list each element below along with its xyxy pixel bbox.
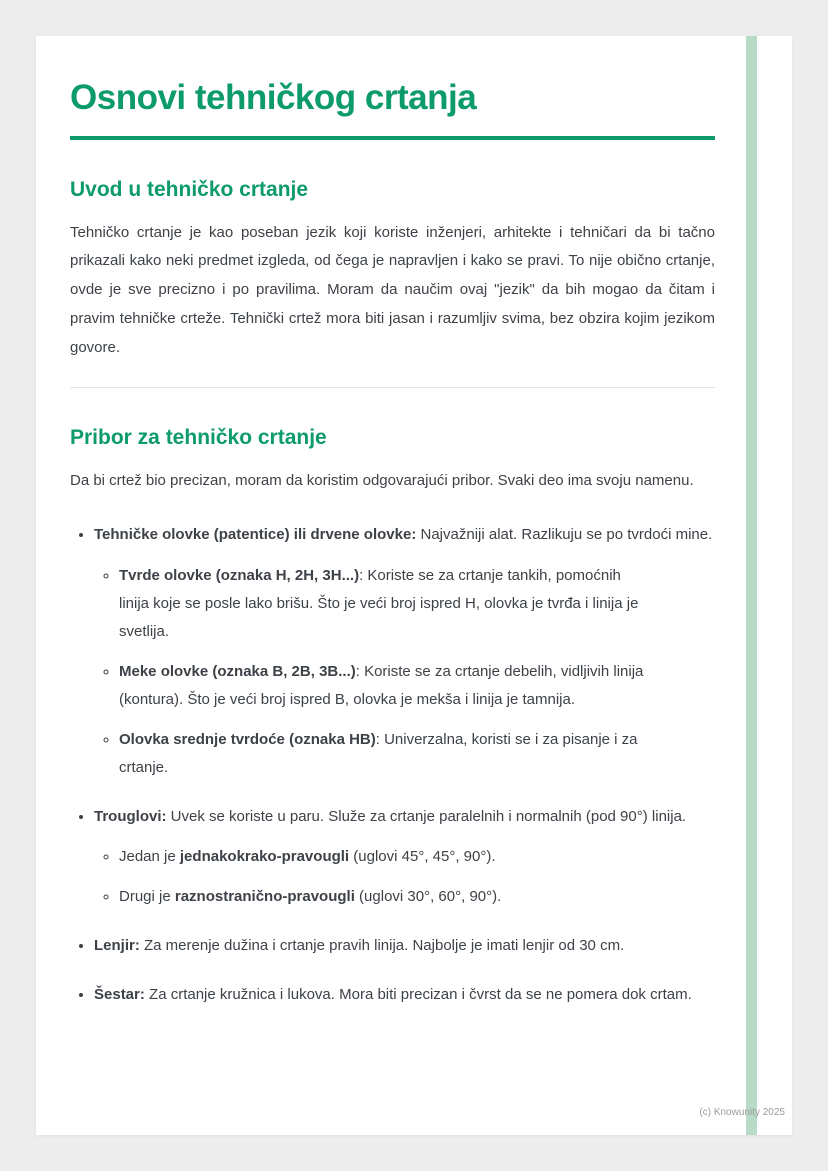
sub-item-isosceles-triangle [119, 843, 648, 871]
tool-item-compass [94, 981, 715, 1009]
sub-item-scalene-pre: Drugi je [119, 888, 175, 906]
tool-item-compass-bold: Šestar: [94, 986, 145, 1004]
section-divider [70, 387, 715, 388]
document-page [36, 36, 792, 1135]
sub-item-soft-pencils-bold: Meke olovke (oznaka B, 2B, 3B...) [119, 663, 356, 681]
sub-item-soft-pencils-text: : Koriste se za crtanje debelih, vidljivih linija (kontura). Što je veći broj ispred B, olovka je mekša i linija je tamnija. [119, 663, 644, 708]
sub-item-soft-pencils [119, 658, 648, 714]
tool-item-triangles-bold: Trouglovi: [94, 807, 167, 825]
triangles-sub-list [94, 843, 648, 911]
sub-item-hb-pencil-text: : Univerzalna, koristi se i za pisanje i za crtanje. [119, 730, 638, 776]
sub-item-scalene-triangle [119, 883, 648, 911]
sub-item-hb-pencil [119, 726, 648, 782]
sub-item-scalene-bold: raznostranično-pravougli [174, 888, 355, 906]
tool-item-ruler-text: Za merenje dužina i crtanje pravih linija. Najbolje je imati lenjir od 30 cm. [139, 937, 625, 955]
tools-list [70, 521, 715, 1009]
pencils-sub-list [94, 562, 648, 781]
section-heading-intro: Uvod u tehničko crtanje [70, 178, 309, 202]
tools-paragraph: Da bi crtež bio precizan, moram da koristim odgovarajući pribor. Svaki deo ima svoju namenu. [70, 471, 694, 489]
tool-item-ruler-bold: Lenjir: [94, 937, 140, 955]
tool-item-pencils-bold: Tehničke olovke (patentice) ili drvene olovke: [94, 526, 417, 544]
sub-item-hard-pencils-text: : Koriste se za crtanje tankih, pomoćnih linija koje se posle lako brišu. Što je veći broj ispred H, olovka je tvrđa i linija je svetlija. [119, 567, 639, 641]
tool-item-pencils [94, 521, 715, 781]
tool-item-triangles [94, 803, 715, 912]
tool-item-pencils-text: Najvažniji alat. Razlikuju se po tvrdoći mine. [416, 526, 713, 544]
sub-item-hb-pencil-bold: Olovka srednje tvrdoće (oznaka HB) [119, 730, 376, 748]
sub-item-isosceles-text: (uglovi 45°, 45°, 90°). [349, 848, 496, 866]
sub-item-isosceles-bold: jednakokrako-pravougli [179, 848, 350, 866]
page-title: Osnovi tehničkog crtanja [70, 78, 477, 117]
intro-paragraph: Tehničko crtanje je kao poseban jezik koji koriste inženjeri, arhitekte i tehničari da bi tačno prikazali kako neki predmet izgleda, od čega je napravljen i kako se pravi. To nije obično crtanje, ovde je sve precizno i po pravilima. Moram da naučim ovaj "jezik" da bih mogao da čitam i pravim tehničke crteže. Tehnički crtež mora biti jasan i razumljiv svima, bez obzira kojim jezikom govore. [70, 223, 715, 357]
sub-item-hard-pencils [119, 562, 648, 646]
document-content [36, 36, 792, 1009]
title-rule [70, 136, 715, 140]
copyright-notice: (c) Knowunity 2025 [699, 1107, 785, 1118]
section-heading-tools: Pribor za tehničko crtanje [70, 426, 327, 450]
tool-item-triangles-text: Uvek se koriste u paru. Služe za crtanje paralelnih i normalnih (pod 90°) linija. [166, 807, 687, 825]
sub-item-scalene-text: (uglovi 30°, 60°, 90°). [354, 888, 502, 906]
sub-item-hard-pencils-bold: Tvrde olovke (oznaka H, 2H, 3H...) [119, 567, 360, 585]
tool-item-compass-text: Za crtanje kružnica i lukova. Mora biti precizan i čvrst da se ne pomera dok crtam. [144, 986, 692, 1004]
sub-item-isosceles-pre: Jedan je [119, 848, 180, 866]
tool-item-ruler [94, 932, 715, 960]
